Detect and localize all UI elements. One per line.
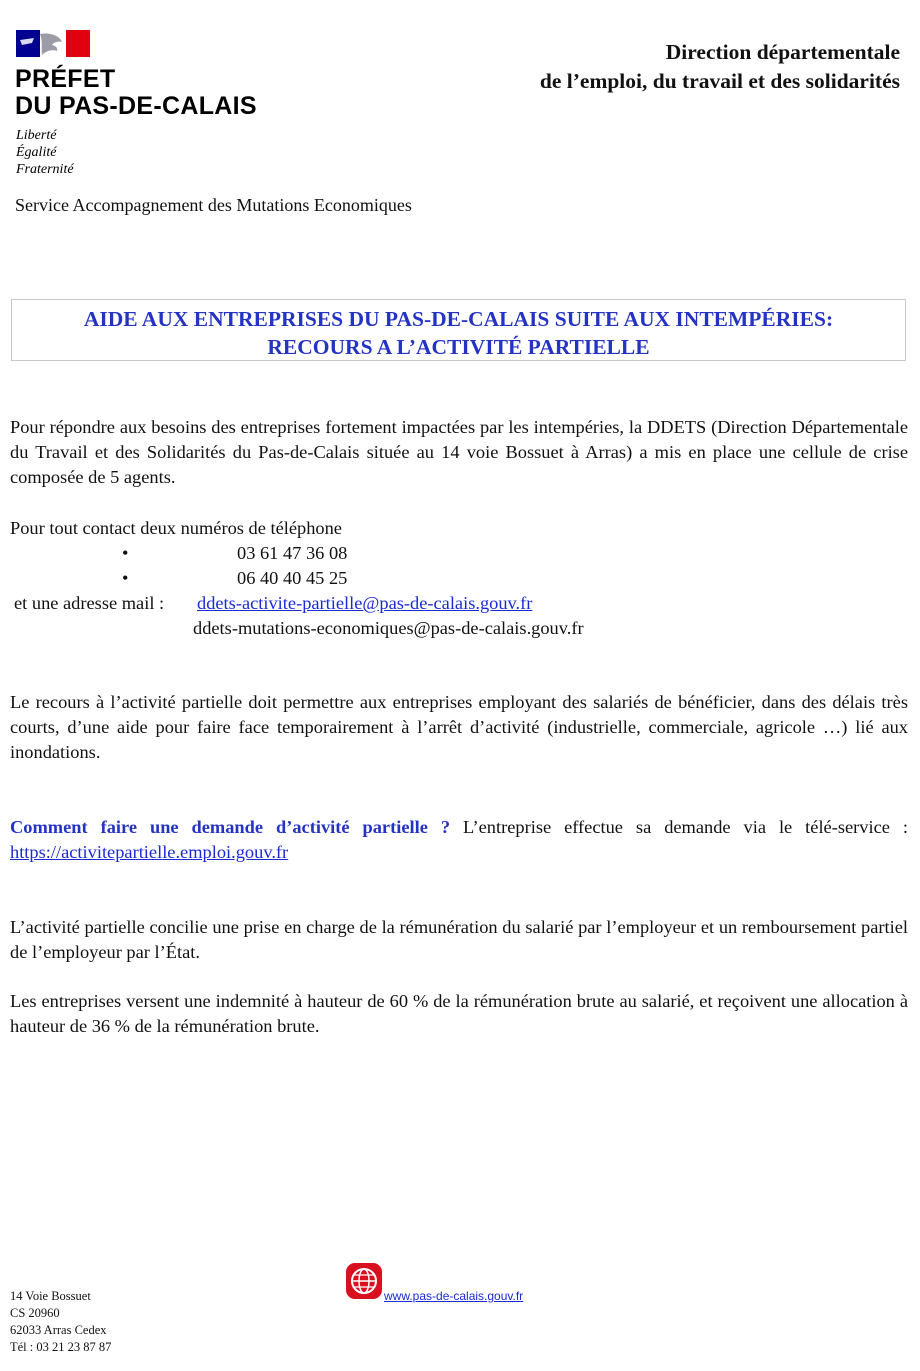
email-label: et une adresse mail : [14, 593, 165, 613]
phone-number-1: 03 61 47 36 08 [237, 543, 348, 563]
title-line1: AIDE AUX ENTREPRISES DU PAS-DE-CALAIS SUITE AUX INTEMPÉRIES: [83, 307, 834, 331]
contact-intro: Pour tout contact deux numéros de téléphone [10, 518, 342, 538]
email-link-activite-partielle[interactable]: ddets-activite-partielle@pas-de-calais.gouv.fr [197, 593, 533, 613]
prefet-line2: DU PAS-DE-CALAIS [15, 92, 257, 120]
bullet-2: • [122, 568, 129, 588]
motto-egalite: Égalité [16, 145, 57, 160]
address-cs: CS 20960 [10, 1306, 60, 1320]
globe-icon [345, 1262, 383, 1300]
teleservice-link[interactable]: https://activitepartielle.emploi.gouv.fr [10, 842, 289, 862]
howto-paragraph [10, 815, 908, 865]
indemnite-paragraph: Les entreprises versent une indemnité à hauteur de 60 % de la rémunération brute au salarié, et reçoivent une allocation à hauteur de 36 % de la rémunération brute. [10, 991, 908, 1036]
howto-question: Comment faire une demande d’activité partielle ? [10, 817, 451, 837]
motto-fraternite: Fraternité [16, 162, 74, 177]
marianne-flag-icon [16, 30, 90, 57]
website-link[interactable]: www.pas-de-calais.gouv.fr [384, 1289, 524, 1303]
intro-paragraph: Pour répondre aux besoins des entreprises fortement impactées par les intempéries, la DDETS (Direction Départementale du Travail et des Solidarités du Pas-de-Calais située au 14 voie Bossuet à Arras) a mis en place une cellule de crise composée de 5 agents. [10, 417, 908, 487]
direction-line1: Direction départementale [665, 40, 900, 64]
address-phone: Tél : 03 21 23 87 87 [10, 1340, 112, 1354]
concilie-paragraph: L’activité partielle concilie une prise en charge de la rémunération du salarié par l’employeur et un remboursement partiel de l’employeur par l’État. [10, 917, 908, 962]
phone-number-2: 06 40 40 45 25 [237, 568, 348, 588]
footer-address [10, 1288, 111, 1356]
prefet-line1: PRÉFET [15, 65, 116, 93]
document-title-box [11, 299, 906, 361]
direction-heading [540, 38, 900, 96]
address-street: 14 Voie Bossuet [10, 1289, 91, 1303]
service-name: Service Accompagnement des Mutations Economiques [15, 195, 412, 215]
motto-liberte: Liberté [16, 128, 57, 143]
title-line2: RECOURS A L’ACTIVITÉ PARTIELLE [267, 335, 650, 359]
recours-paragraph: Le recours à l’activité partielle doit permettre aux entreprises employant des salariés de bénéficier, dans des délais très courts, d’une aide pour faire face temporairement à l’arrêt d’activité (industrielle, commerciale, agricole …) lié aux inondations. [10, 692, 908, 762]
email-mutations-economiques: ddets-mutations-economiques@pas-de-calais.gouv.fr [193, 618, 584, 638]
republic-motto [16, 127, 74, 178]
bullet-1: • [122, 543, 129, 563]
address-city: 62033 Arras Cedex [10, 1323, 107, 1337]
direction-line2: de l’emploi, du travail et des solidarités [539, 69, 900, 93]
howto-answer: L’entreprise effectue sa demande via le télé-service : [450, 817, 908, 837]
prefet-logo-text [15, 66, 257, 120]
